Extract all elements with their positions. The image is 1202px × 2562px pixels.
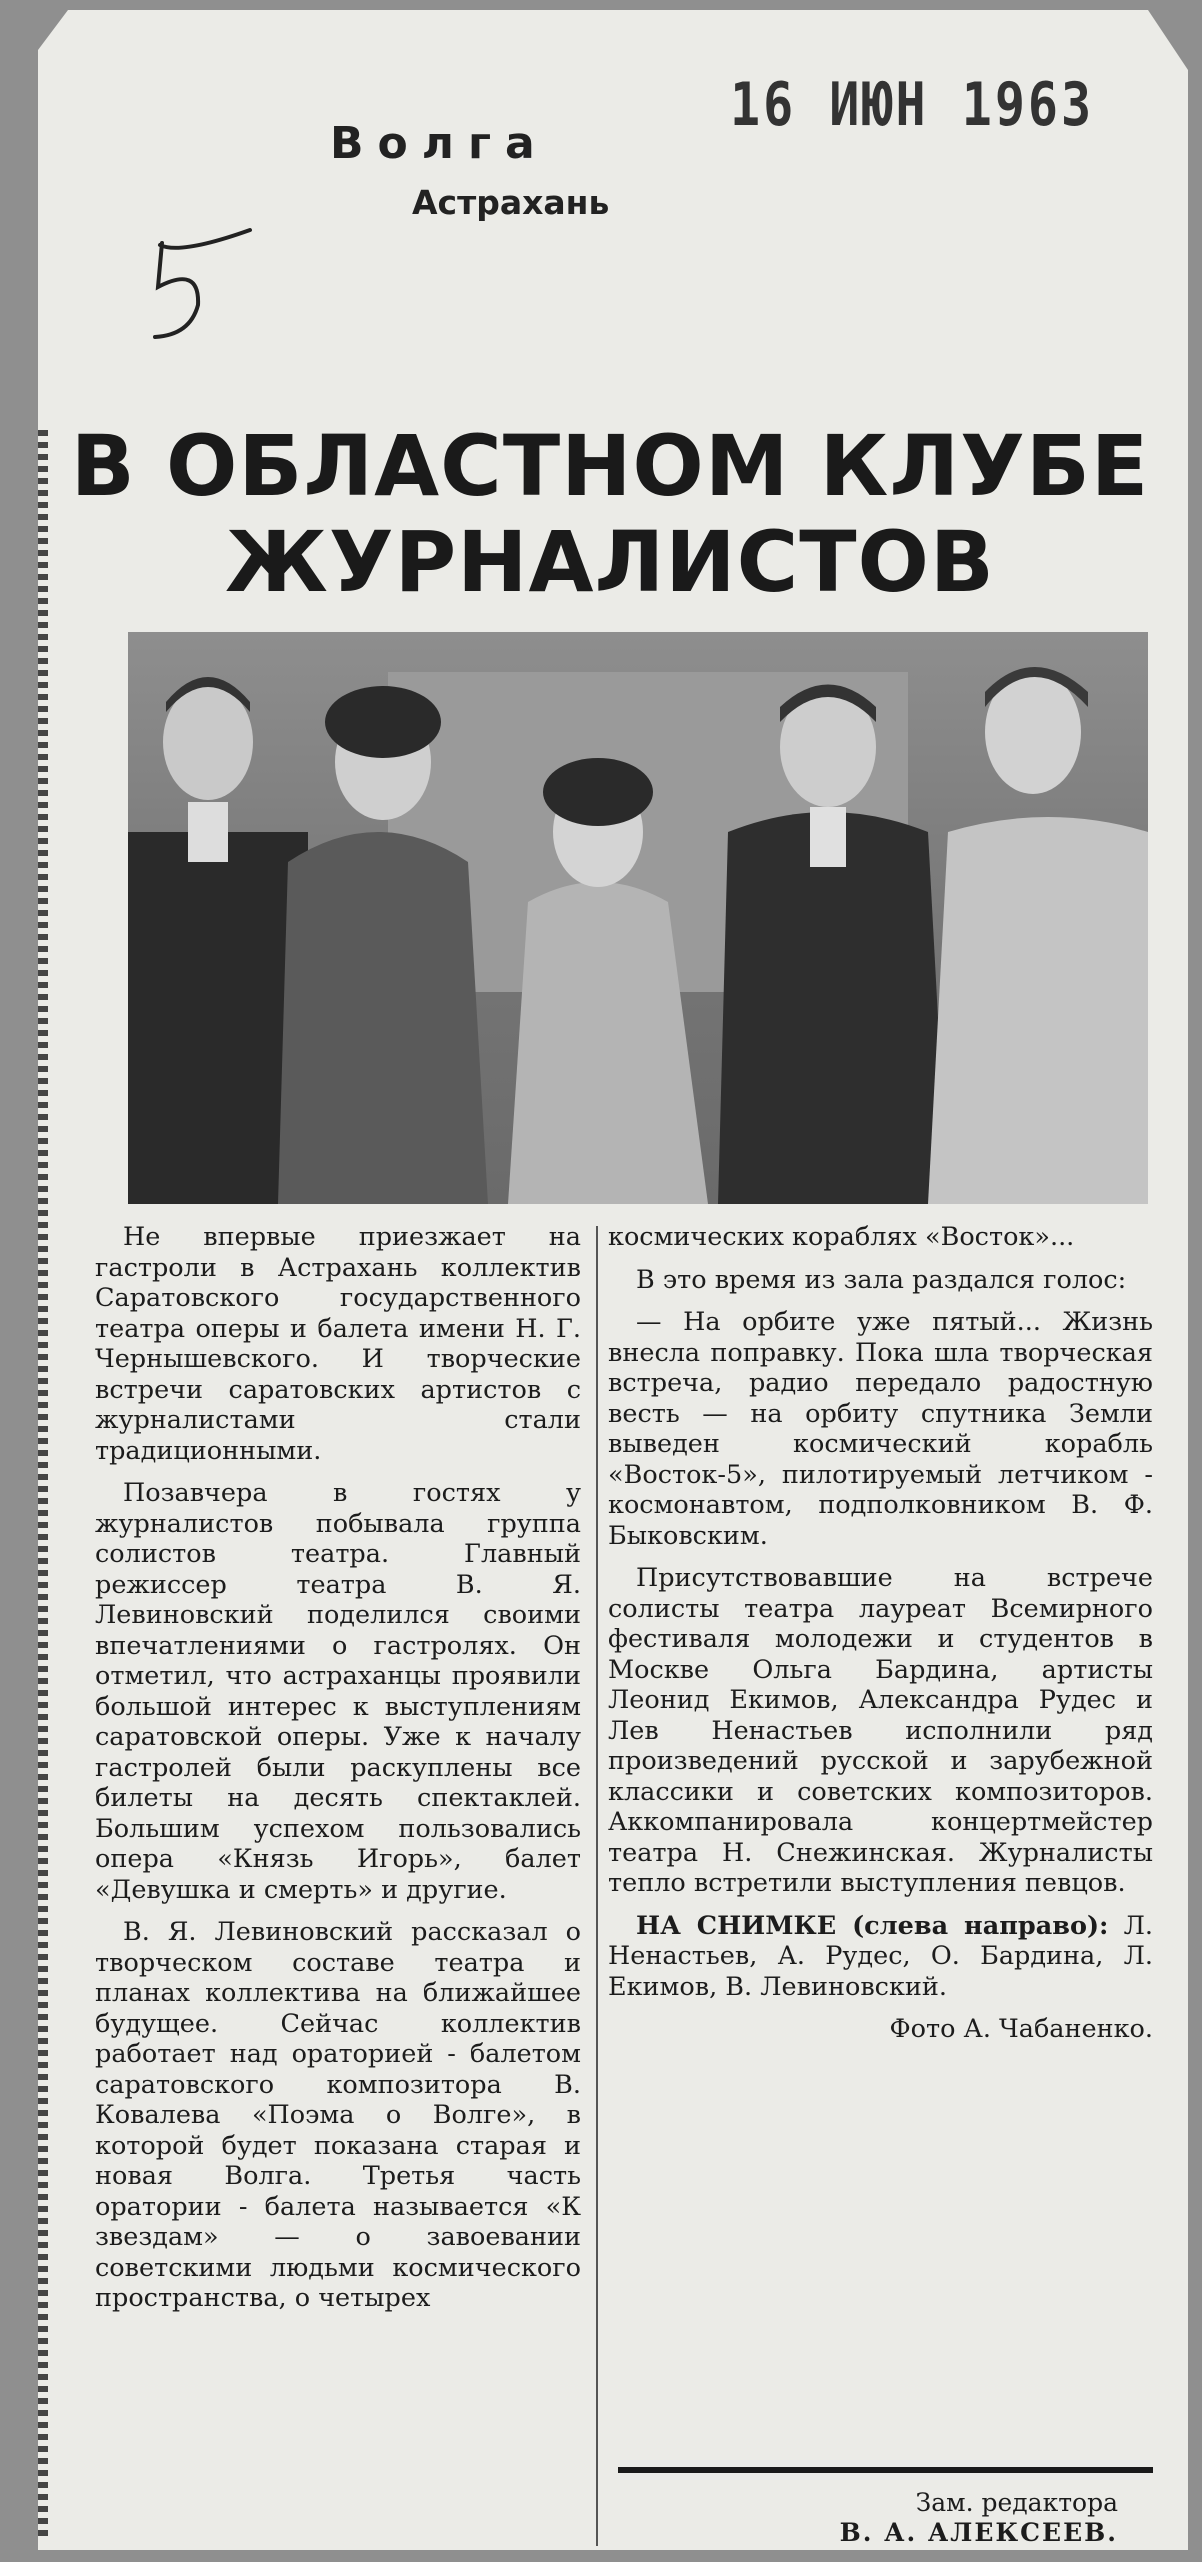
column-divider bbox=[596, 1226, 598, 2546]
editor-name: В. А. АЛЕКСЕЕВ. bbox=[839, 2518, 1118, 2547]
photo-credit: Фото А. Чабаненко. bbox=[889, 2014, 1153, 2044]
torn-edge bbox=[38, 430, 48, 2540]
article-paragraph: В. Я. Левиновский рассказал о творческом составе театра и планах коллектива на ближайшее будущее. Сейчас коллектив работает над ораторией - балетом саратовского композитора В. Ковалева «Поэма о Волге», в которой будет показана старая и новая Волга. Третья часть оратории - балета называется «К звездам» — о завоевании советскими людьми космического пространства, о четырех bbox=[95, 1917, 581, 2313]
handwritten-five-icon bbox=[150, 225, 260, 345]
person-rudes bbox=[278, 686, 488, 1204]
headline-line-2: ЖУРНАЛИСТОВ bbox=[225, 513, 995, 611]
handwritten-number bbox=[150, 225, 260, 345]
photo-caption bbox=[608, 1911, 1153, 2003]
person-ekimov bbox=[718, 685, 948, 1205]
article-paragraph: Позавчера в гостях у журналистов побывала группа солистов театра. Главный режиссер театра В. Я. Левиновский поделился своими впечатлениями о гастролях. Он отметил, что астраханцы проявили большой интерес к выступлениям саратовской оперы. Уже к началу гастролей были раскуплены все билеты на десять спектаклей. Большим успехом пользовались опера «Князь Игорь», балет «Девушка и смерть» и другие. bbox=[95, 1478, 581, 1905]
article-paragraph: В это время из зала раздался голос: bbox=[636, 1264, 1127, 1295]
stamp-date: 16 ИЮН 1963 bbox=[730, 70, 1095, 140]
headline-line-1: В ОБЛАСТНОМ КЛУБЕ bbox=[70, 417, 1150, 515]
person-levinovsky bbox=[928, 667, 1148, 1204]
article-paragraph: — На орбите уже пятый... Жизнь внесла поправку. Пока шла творческая встреча, радио передало радостную весть — на орбиту спутника Земли выведен космический корабль «Восток-5», пилотируемый летчиком - космонавтом, подполковником В. Ф. Быковским. bbox=[608, 1307, 1153, 1551]
editor-signature bbox=[618, 2488, 1118, 2548]
editor-title: Зам. редактора bbox=[915, 2488, 1118, 2517]
article-paragraph: Присутствовавшие на встрече солисты театра лауреат Всемирного фестиваля молодежи и студентов в Москве Ольга Бардина, артисты Леонид Екимов, Александра Рудес и Лев Ненастьев исполнили ряд произведений русской и зарубежной классики и советских композиторов. Аккомпанировала концертмейстер театра Н. Снежинская. Журналисты тепло встретили выступления певцов. bbox=[608, 1563, 1153, 1898]
caption-label: НА СНИМКЕ (слева направо): bbox=[636, 1910, 1109, 1941]
group-photo bbox=[128, 632, 1148, 1204]
signature-rule bbox=[618, 2467, 1153, 2473]
photo-people bbox=[128, 632, 1148, 1204]
article-paragraph: Не впервые приезжает на гастроли в Астрахань коллектив Саратовского государственного театра оперы и балета имени Н. Г. Чернышевского. И творческие встречи саратовских артистов с журналистами стали традиционными. bbox=[95, 1222, 581, 1466]
person-bardina bbox=[508, 758, 708, 1204]
caption-names: Л. Ненастьев, А. Рудес, О. Бардина, Л. Екимов, В. Левиновский. bbox=[608, 1910, 1154, 2002]
article-right-column bbox=[608, 1222, 1153, 2045]
stamp-city: Астрахань bbox=[412, 183, 610, 222]
stamp-newspaper-name: Волга bbox=[330, 118, 549, 169]
headline bbox=[40, 418, 1180, 610]
article-left-column bbox=[95, 1222, 581, 2326]
article-paragraph: космических кораблях «Восток»... bbox=[608, 1222, 1075, 1252]
